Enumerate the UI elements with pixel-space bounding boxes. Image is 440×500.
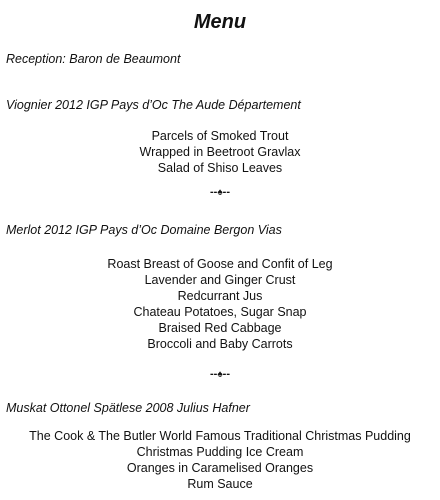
dish-line: Lavender and Ginger Crust xyxy=(144,273,296,287)
wine-pairing-course-3: Muskat Ottonel Spätlese 2008 Julius Hafner xyxy=(6,401,250,415)
course-separator-1 xyxy=(0,185,440,200)
separator-dash-right: -- xyxy=(222,368,230,380)
course-1-dishes xyxy=(0,128,440,176)
dish-line: Broccoli and Baby Carrots xyxy=(147,337,293,351)
separator-dash-left: -- xyxy=(210,186,218,198)
wine-pairing-course-2: Merlot 2012 IGP Pays d’Oc Domaine Bergon Vias xyxy=(6,223,282,237)
spade-icon: ♠ xyxy=(217,187,223,198)
dish-line: Rum Sauce xyxy=(187,477,253,491)
spade-icon: ♠ xyxy=(217,369,223,380)
course-2-dishes xyxy=(0,256,440,352)
dish-line: Roast Breast of Goose and Confit of Leg xyxy=(107,257,333,271)
dish-line: Wrapped in Beetroot Gravlax xyxy=(139,145,301,159)
dish-line: Braised Red Cabbage xyxy=(158,321,282,335)
dish-line: Oranges in Caramelised Oranges xyxy=(126,461,314,475)
course-separator-2 xyxy=(0,367,440,382)
dish-line: The Cook & The Butler World Famous Traditional Christmas Pudding xyxy=(29,429,411,443)
dish-line: Christmas Pudding Ice Cream xyxy=(136,445,304,459)
dish-line: Parcels of Smoked Trout xyxy=(151,129,289,143)
dish-line: Redcurrant Jus xyxy=(177,289,263,303)
menu-title: Menu xyxy=(193,11,247,33)
wine-pairing-course-1: Viognier 2012 IGP Pays d’Oc The Aude Département xyxy=(6,98,301,112)
dish-line: Chateau Potatoes, Sugar Snap xyxy=(133,305,307,319)
dish-line: Salad of Shiso Leaves xyxy=(157,161,283,175)
reception-line: Reception: Baron de Beaumont xyxy=(6,52,181,66)
course-3-dishes xyxy=(0,428,440,492)
separator-dash-right: -- xyxy=(222,186,230,198)
separator-dash-left: -- xyxy=(210,368,218,380)
